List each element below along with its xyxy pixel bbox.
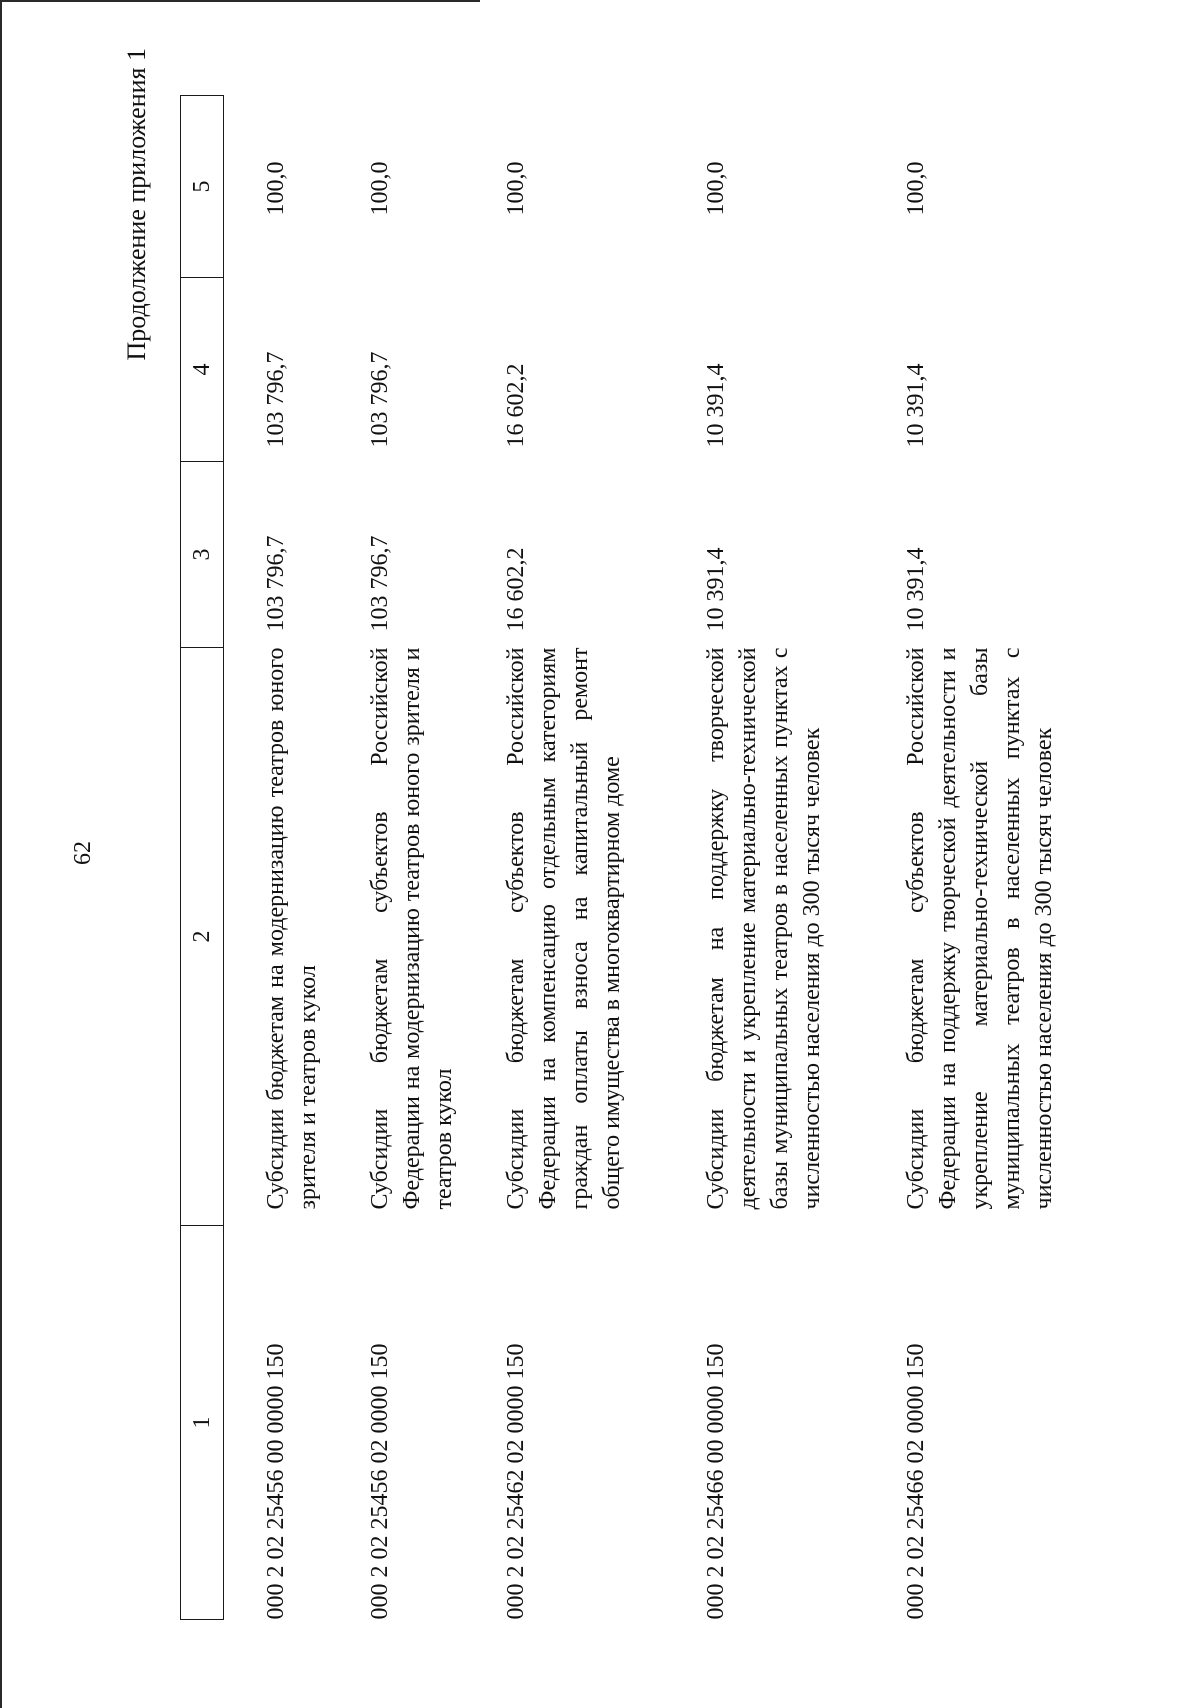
- table-row: [464, 96, 664, 1620]
- value-col-3: 103 796,7: [263, 535, 289, 632]
- value-col-5: 100,0: [903, 161, 929, 216]
- value-col-5: 100,0: [703, 161, 729, 216]
- header-col-3: 3: [181, 462, 224, 648]
- value-col-3: 16 602,2: [503, 547, 529, 632]
- budget-table: [180, 95, 1096, 1620]
- row-description: Субсидии бюджетам на модернизацию театров юного зрителя и театров кукол: [263, 647, 321, 1210]
- value-col-3: 10 391,4: [703, 547, 729, 632]
- row-description: Субсидии бюджетам субъектов Российской Федерации на модернизацию театров юного зрителя и театров кукол: [367, 647, 457, 1210]
- row-description: Субсидии бюджетам на поддержку творческой деятельности и укрепление материально-технической базы муниципальных театров в населенных пунктах с численностью населения до 300 тысяч человек: [703, 647, 825, 1210]
- budget-code: 000 2 02 25466 00 0000 150: [703, 1343, 729, 1620]
- value-col-5: 100,0: [367, 161, 393, 216]
- budget-code: 000 2 02 25456 00 0000 150: [263, 1343, 289, 1620]
- header-col-4: 4: [181, 278, 224, 462]
- budget-code: 000 2 02 25456 02 0000 150: [367, 1343, 393, 1620]
- row-description: Субсидии бюджетам субъектов Российской Федерации на поддержку творческой деятельности и укрепление материально-технической базы муниципальных театров в населенных пунктах с численностью населения до 300 тысяч человек: [903, 647, 1057, 1210]
- header-col-2: 2: [181, 648, 224, 1226]
- value-col-4: 16 602,2: [503, 363, 529, 448]
- header-col-5: 5: [181, 96, 224, 278]
- continuation-note: Продолжение приложения 1: [122, 48, 151, 361]
- value-col-4: 103 796,7: [367, 351, 393, 448]
- budget-code: 000 2 02 25466 02 0000 150: [903, 1343, 929, 1620]
- header-col-1: 1: [181, 1226, 224, 1620]
- table-header-row: [181, 96, 224, 1620]
- value-col-4: 10 391,4: [703, 363, 729, 448]
- budget-code: 000 2 02 25462 02 0000 150: [503, 1343, 529, 1620]
- value-col-4: 10 391,4: [903, 363, 929, 448]
- value-col-3: 10 391,4: [903, 547, 929, 632]
- table-row: [664, 96, 864, 1620]
- table-row: [864, 96, 1096, 1620]
- page-number: 62: [70, 841, 96, 865]
- row-description: Субсидии бюджетам субъектов Российской Федерации на компенсацию отдельным категориям граждан оплаты взноса на капитальный ремонт общего имущества в многоквартирном доме: [503, 647, 625, 1210]
- value-col-5: 100,0: [503, 161, 529, 216]
- value-col-4: 103 796,7: [263, 351, 289, 448]
- table-row: [224, 96, 329, 1620]
- table-row: [328, 96, 464, 1620]
- value-col-5: 100,0: [263, 161, 289, 216]
- value-col-3: 103 796,7: [367, 535, 393, 632]
